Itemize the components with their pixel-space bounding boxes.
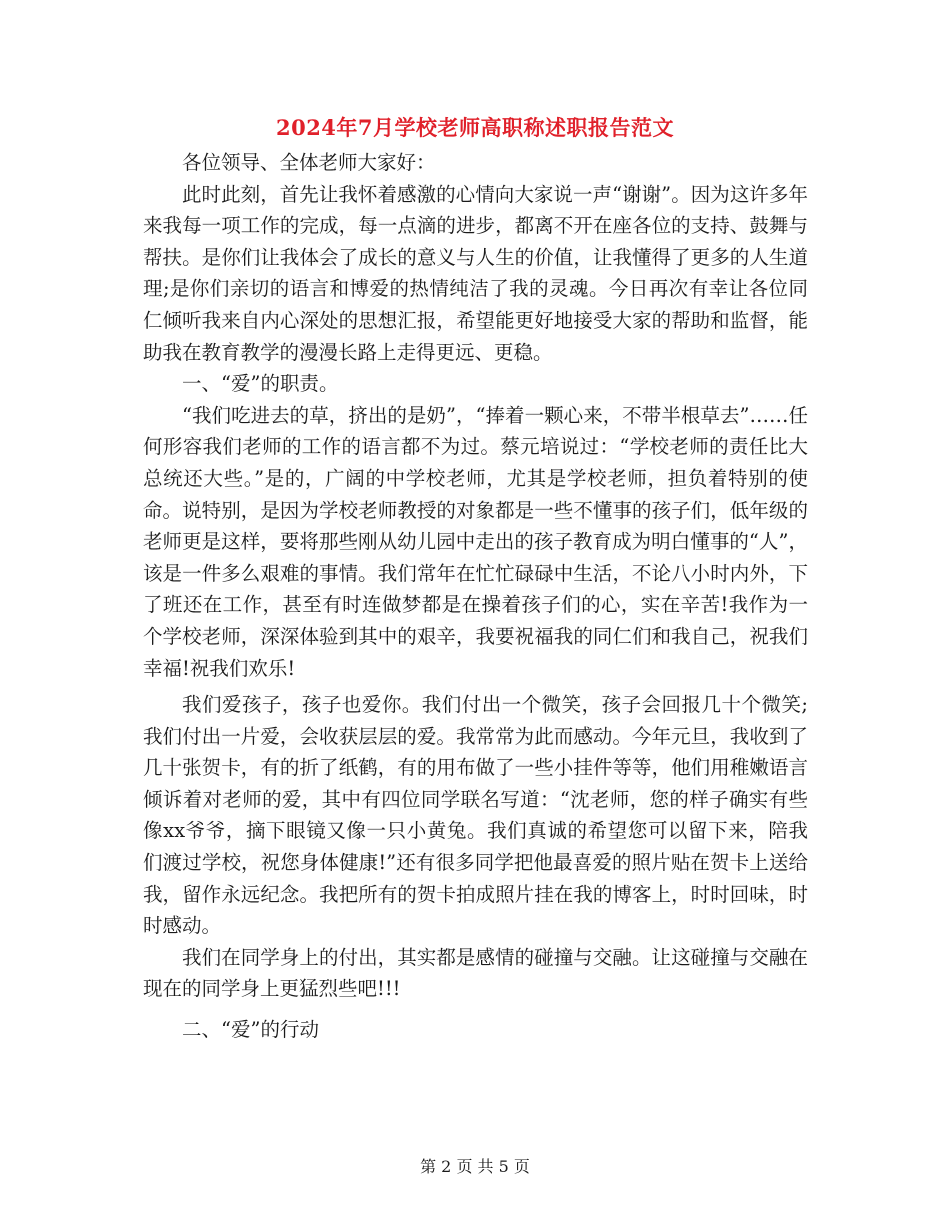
gratitude-paragraph: 此时此刻，首先让我怀着感激的心情向大家说一声“谢谢”。因为这许多年来我每一项工作的完成，每一点滴的进步，都离不开在座各位的支持、鼓舞与帮扶。是你们让我体会了成长的意义与人生的价值，让我懂得了更多的人生道理;是你们亲切的语言和博爱的热情纯洁了我的灵魂。今日再次有幸让各位同仁倾听我来自内心深处的思想汇报，希望能更好地接受大家的帮助和监督，能助我在教育教学的漫漫长路上走得更远、更稳。 (143, 182, 808, 364)
emotion-exchange-paragraph: 我们在同学身上的付出，其实都是感情的碰撞与交融。让这碰撞与交融在现在的同学身上更猛烈些吧!!! (143, 945, 808, 1001)
document-body (143, 147, 808, 1046)
page-number-footer: 第 2 页 共 5 页 (420, 1157, 530, 1176)
duty-paragraph: “我们吃进去的草，挤出的是奶”，“捧着一颗心来，不带半根草去”……任何形容我们老师的工作的语言都不为过。蔡元培说过：“学校老师的责任比大总统还大些。”是的，广阔的中学校老师，尤其是学校老师，担负着特别的使命。说特别，是因为学校老师教授的对象都是一些不懂事的孩子们，低年级的老师更是这样，要将那些刚从幼儿园中走出的孩子教育成为明白懂事的“人”，该是一件多么艰难的事情。我们常年在忙忙碌碌中生活，不论八小时内外，下了班还在工作，甚至有时连做梦都是在操着孩子们的心，实在辛苦!我作为一个学校老师，深深体验到其中的艰辛，我要祝福我的同仁们和我自己，祝我们幸福!祝我们欢乐! (143, 403, 808, 680)
love-children-paragraph: 我们爱孩子，孩子也爱你。我们付出一个微笑，孩子会回报几十个微笑;我们付出一片爱，会收获层层的爱。我常常为此而感动。今年元旦，我收到了几十张贺卡，有的折了纸鹤，有的用布做了一些小挂件等等，他们用稚嫩语言倾诉着对老师的爱，其中有四位同学联名写道：“沈老师，您的样子确实有些像xx爷爷，摘下眼镜又像一只小黄兔。我们真诚的希望您可以留下来，陪我们渡过学校，祝您身体健康!”还有很多同学把他最喜爱的照片贴在贺卡上送给我，留作永远纪念。我把所有的贺卡拍成照片挂在我的博客上，时时回味，时时感动。 (143, 693, 808, 938)
section-two-heading: 二、“爱”的行动 (182, 1018, 319, 1042)
document-title: 2024年7月学校老师高职称述职报告范文 (275, 115, 675, 140)
salutation-paragraph: 各位领导、全体老师大家好： (182, 151, 436, 174)
section-one-heading: 一、“爱”的职责。 (182, 372, 339, 396)
